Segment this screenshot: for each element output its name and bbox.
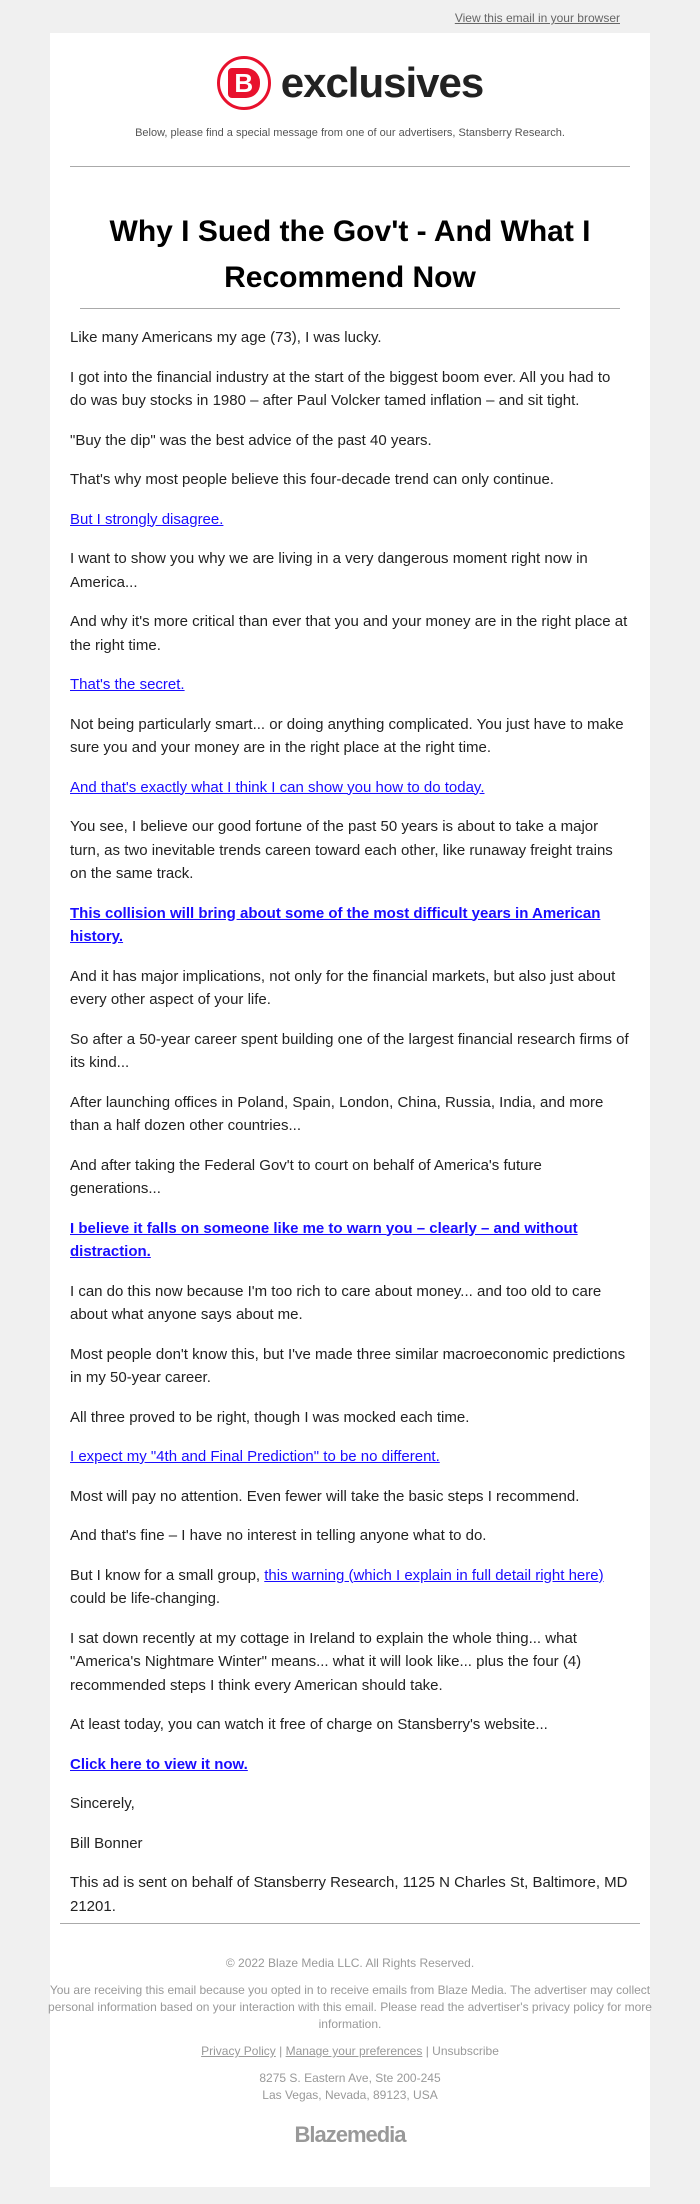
paragraph: And why it's more critical than ever that you and your money are in the right place at the right time. [70, 613, 628, 654]
view-in-browser-link[interactable]: View this email in your browser [454, 11, 620, 25]
top-bar [0, 0, 700, 33]
footer-links [30, 2043, 670, 2060]
divider [70, 166, 630, 167]
paragraph: Most will pay no attention. Even fewer will take the basic steps I recommend. [70, 1487, 580, 1505]
copyright: © 2022 Blaze Media LLC. All Rights Reserved. [225, 1956, 475, 1970]
privacy-policy-link[interactable]: Privacy Policy [201, 2044, 276, 2058]
final-prediction-link[interactable]: I expect my "4th and Final Prediction" to be no different. [70, 1448, 440, 1465]
click-here-link[interactable]: Click here to view it now. [70, 1755, 248, 1773]
unsubscribe-link[interactable]: Unsubscribe [432, 2044, 499, 2058]
paragraph: Like many Americans my age (73), I was lucky. [70, 329, 382, 346]
blaze-b-logo-icon [217, 56, 271, 110]
address-line-1: 8275 S. Eastern Ave, Ste 200-245 [259, 2071, 441, 2085]
warning-link[interactable]: this warning (which I explain in full detail right here) [264, 1566, 604, 1584]
paragraph [70, 1564, 630, 1611]
separator: | [279, 2044, 283, 2058]
paragraph: I sat down recently at my cottage in Ireland to explain the whole thing... what "America's Nightmare Winter" means... what it will look like... plus the four (4) recommended steps I think every American should take. [70, 1629, 582, 1694]
logo-text: exclusives [280, 59, 484, 106]
signature: Bill Bonner [70, 1834, 143, 1852]
separator: | [425, 2044, 429, 2058]
paragraph: Not being particularly smart... or doing anything complicated. You just have to make sure you and your money are in the right place at the right time. [70, 715, 624, 756]
exclusives-logo [50, 56, 650, 110]
blaze-media-logo: Blazemedia [294, 2122, 406, 2147]
email-card [50, 33, 650, 2187]
text: But I know for a small group, [70, 1566, 265, 1584]
paragraph: That's why most people believe this four-decade trend can only continue. [70, 471, 554, 488]
address-line-2: Las Vegas, Nevada, 89123, USA [262, 2088, 438, 2102]
email-title: Why I Sued the Gov't - And What I Recommend Now [109, 215, 591, 294]
disagree-link[interactable]: But I strongly disagree. [70, 510, 224, 528]
text: could be life-changing. [70, 1590, 221, 1607]
paragraph: You see, I believe our good fortune of the past 50 years is about to take a major turn, as two inevitable trends careen toward each other, like runaway freight trains on the same track. [70, 818, 613, 882]
footer [30, 1955, 670, 2147]
show-you-link[interactable]: And that's exactly what I think I can show you how to do today. [70, 778, 485, 796]
paragraph: And it has major implications, not only for the financial markets, but also just about every other aspect of your life. [70, 967, 616, 1008]
paragraph: I can do this now because I'm too rich to care about money... and too old to care about what anyone says about me. [70, 1282, 602, 1323]
paragraph: All three proved to be right, though I was mocked each time. [70, 1408, 470, 1426]
paragraph: And that's fine – I have no interest in telling anyone what to do. [70, 1527, 487, 1544]
logo-letter: B [228, 68, 260, 98]
paragraph: I want to show you why we are living in a very dangerous moment right now in America... [70, 550, 588, 591]
email-body [70, 326, 630, 1934]
paragraph: I got into the financial industry at the start of the biggest boom ever. All you had to do was buy stocks in 1980 – after Paul Volcker tamed inflation – and sit tight. [70, 368, 611, 409]
divider [80, 308, 620, 309]
paragraph: After launching offices in Poland, Spain, London, China, Russia, India, and more than a half dozen other countries... [70, 1093, 604, 1134]
paragraph: At least today, you can watch it free of charge on Stansberry's website... [70, 1716, 548, 1733]
manage-preferences-link[interactable]: Manage your preferences [285, 2044, 423, 2058]
paragraph: So after a 50-year career spent building one of the largest financial research firms of its kind... [70, 1030, 629, 1071]
paragraph: And after taking the Federal Gov't to court on behalf of America's future generations... [70, 1156, 542, 1197]
ad-disclosure: This ad is sent on behalf of Stansberry Research, 1125 N Charles St, Baltimore, MD 21201. [70, 1874, 628, 1915]
paragraph: "Buy the dip" was the best advice of the past 40 years. [70, 431, 432, 449]
disclaimer: You are receiving this email because you opted in to receive emails from Blaze Media. The advertiser may collect personal information based on your interaction with this email. Please read the advertiser's privacy policy for more information. [48, 1983, 652, 2031]
divider [60, 1923, 640, 1924]
secret-link[interactable]: That's the secret. [70, 676, 185, 693]
advertiser-tagline: Below, please find a special message from one of our advertisers, Stansberry Research. [135, 127, 565, 139]
paragraph: Most people don't know this, but I've made three similar macroeconomic predictions in my 50-year career. [70, 1345, 626, 1386]
sign-off: Sincerely, [70, 1795, 135, 1812]
warn-you-link[interactable]: I believe it falls on someone like me to warn you – clearly – and without distraction. [70, 1219, 578, 1260]
collision-link[interactable]: This collision will bring about some of the most difficult years in American history. [70, 904, 601, 945]
